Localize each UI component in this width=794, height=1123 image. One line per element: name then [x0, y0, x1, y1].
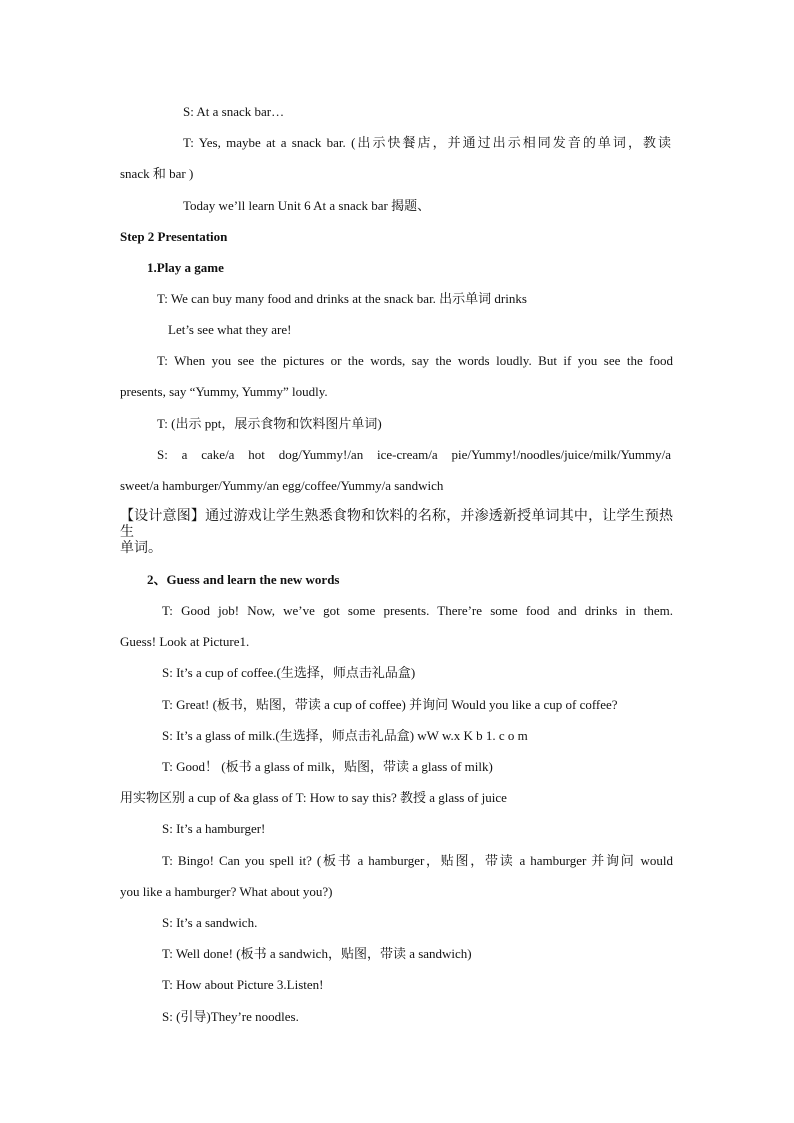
text-line-28: T: Well done! (板书 a sandwich，贴图，带读 a sandwich): [162, 946, 472, 961]
text-line-7: T: We can buy many food and drinks at the snack bar. 出示单词 drinks: [157, 291, 527, 306]
subsection-heading-1: 1.Play a game: [147, 260, 224, 275]
text-line-3: snack 和 bar ): [120, 166, 194, 181]
text-line-1: S: At a snack bar…: [183, 104, 285, 119]
text-line-30: S: (引导)They’re noodles.: [162, 1009, 299, 1024]
text-line-2: T: Yes, maybe at a snack bar. (出示快餐店，并通过出示相同发音的单词，教读: [183, 135, 671, 150]
text-line-4: Today we’ll learn Unit 6 At a snack bar 揭题、: [183, 198, 431, 213]
text-line-17: T: Good job! Now, we’ve got some presents. There’re some food and drinks in them.: [162, 603, 673, 618]
text-line-15: 单词。: [120, 541, 162, 556]
text-line-13: sweet/a hamburger/Yummy/an egg/coffee/Yummy/a sandwich: [120, 478, 444, 493]
text-line-11: T: (出示 ppt，展示食物和饮料图片单词): [157, 416, 382, 431]
text-line-9: T: When you see the pictures or the words, say the words loudly. But if you see the food: [157, 353, 673, 368]
text-line-23: 用实物区别 a cup of &a glass of T: How to say this? 教授 a glass of juice: [120, 790, 507, 805]
text-line-24: S: It’s a hamburger!: [162, 821, 266, 836]
subsection-heading-2: 2、Guess and learn the new words: [147, 572, 340, 587]
design-intent-note: 【设计意图】通过游戏让学生熟悉食物和饮料的名称，并渗透新授单词其中，让学生预热生: [120, 509, 673, 540]
text-line-19: S: It’s a cup of coffee.(生选择，师点击礼品盒): [162, 665, 416, 680]
text-line-21: S: It’s a glass of milk.(生选择，师点击礼品盒) wW w.x K b 1. c o m: [162, 728, 528, 743]
text-line-22: T: Good！ (板书 a glass of milk，贴图，带读 a glass of milk): [162, 759, 493, 774]
text-line-10: presents, say “Yummy, Yummy” loudly.: [120, 384, 328, 399]
text-line-12: S: a cake/a hot dog/Yummy!/an ice-cream/a pie/Yummy!/noodles/juice/milk/Yummy/a: [157, 447, 671, 462]
section-heading: Step 2 Presentation: [120, 229, 228, 244]
text-line-27: S: It’s a sandwich.: [162, 915, 258, 930]
text-line-8: Let’s see what they are!: [168, 322, 292, 337]
text-line-25: T: Bingo! Can you spell it? (板书 a hamburger，贴图，带读 a hamburger 并询问 would: [162, 853, 673, 868]
text-line-29: T: How about Picture 3.Listen!: [162, 977, 324, 992]
text-line-26: you like a hamburger? What about you?): [120, 884, 333, 899]
text-line-18: Guess! Look at Picture1.: [120, 634, 250, 649]
text-line-20: T: Great! (板书，贴图，带读 a cup of coffee) 并询问 Would you like a cup of coffee?: [162, 697, 618, 712]
